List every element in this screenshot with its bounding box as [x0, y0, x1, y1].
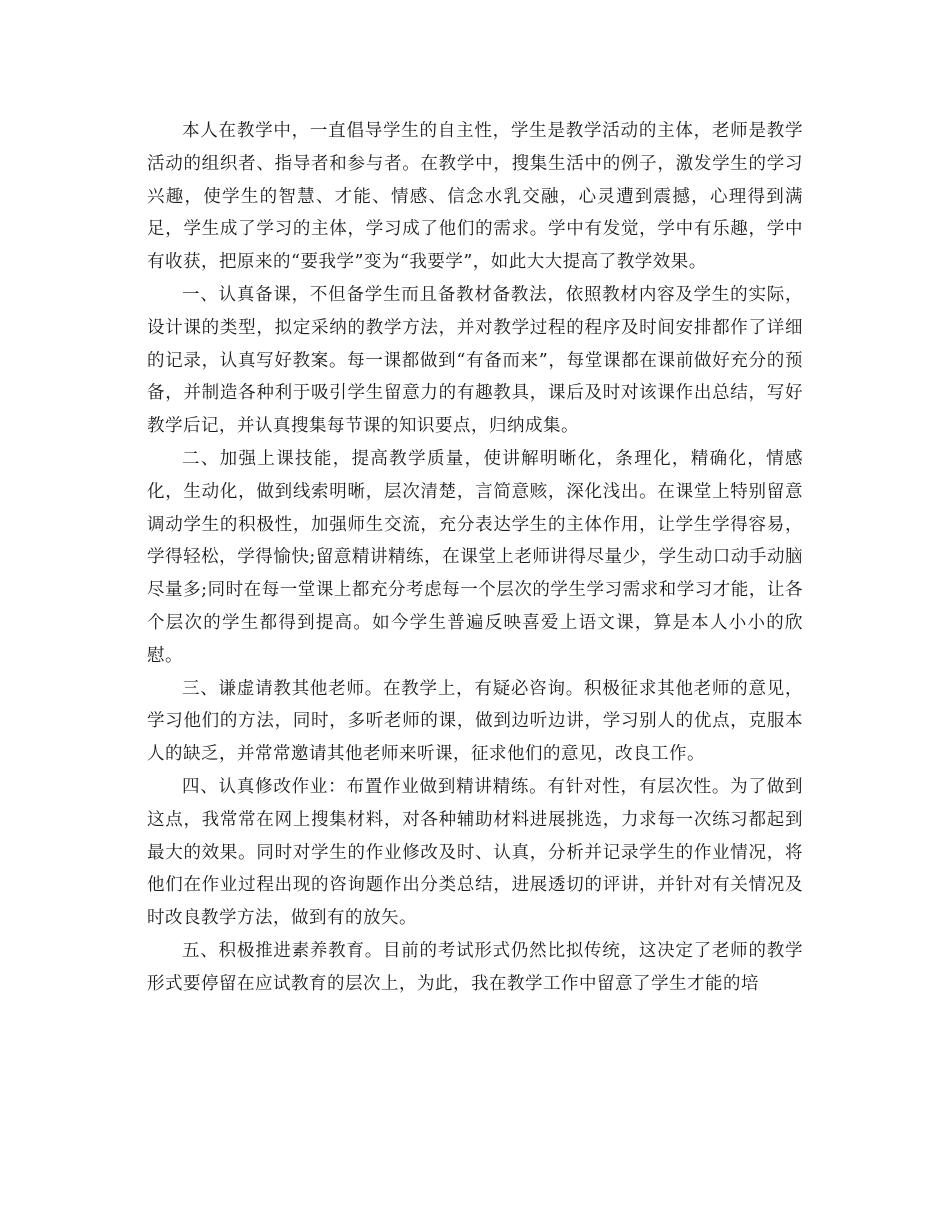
paragraph-intro: 本人在教学中，一直倡导学生的自主性，学生是教学活动的主体，老师是教学活动的组织者、指导者和参与者。在教学中，搜集生活中的例子，激发学生的学习兴趣，使学生的智慧、才能、情感、信念水乳交融，心灵遭到震撼，心理得到满足，学生成了学习的主体，学习成了他们的需求。学中有发觉，学中有乐趣，学中有收获，把原来的“要我学”变为“我要学”，如此大大提高了教学效果。 — [147, 121, 803, 273]
document-body — [147, 115, 803, 1001]
paragraph-quality-education: 五、积极推进素养教育。目前的考试形式仍然比拟传统，这决定了老师的教学形式要停留在应试教育的层次上，为此，我在教学工作中留意了学生才能的培 — [147, 940, 803, 994]
paragraph-consult-teachers: 三、谦虚请教其他老师。在教学上，有疑必咨询。积极征求其他老师的意见，学习他们的方法，同时，多听老师的课，做到边听边讲，学习别人的优点，克服本人的缺乏，并常常邀请其他老师来听课，征求他们的意见，改良工作。 — [147, 678, 803, 765]
paragraph-teaching-skills: 二、加强上课技能，提高教学质量，使讲解明晰化，条理化，精确化，情感化，生动化，做到线索明晰，层次清楚，言简意赅，深化浅出。在课堂上特别留意调动学生的积极性，加强师生交流，充分表达学生的主体作用，让学生学得容易，学得轻松，学得愉快;留意精讲精练，在课堂上老师讲得尽量少，学生动口动手动脑尽量多;同时在每一堂课上都充分考虑每一个层次的学生学习需求和学习才能，让各个层次的学生都得到提高。如今学生普遍反映喜爱上语文课，算是本人小小的欣慰。 — [147, 448, 803, 666]
paragraph-lesson-preparation: 一、认真备课，不但备学生而且备教材备教法，依照教材内容及学生的实际，设计课的类型，拟定采纳的教学方法，并对教学过程的程序及时间安排都作了详细的记录，认真写好教案。每一课都做到“有备而来”，每堂课都在课前做好充分的预备，并制造各种利于吸引学生留意力的有趣教具，课后及时对该课作出总结，写好教学后记，并认真搜集每节课的知识要点，归纳成集。 — [147, 284, 803, 437]
paragraph-homework-correction: 四、认真修改作业：布置作业做到精讲精练。有针对性，有层次性。为了做到这点，我常常在网上搜集材料，对各种辅助材料进展挑选，力求每一次练习都起到最大的效果。同时对学生的作业修改及时、认真，分析并记录学生的作业情况，将他们在作业过程出现的咨询题作出分类总结，进展透切的评讲，并针对有关情况及时改良教学方法，做到有的放矢。 — [147, 776, 803, 929]
